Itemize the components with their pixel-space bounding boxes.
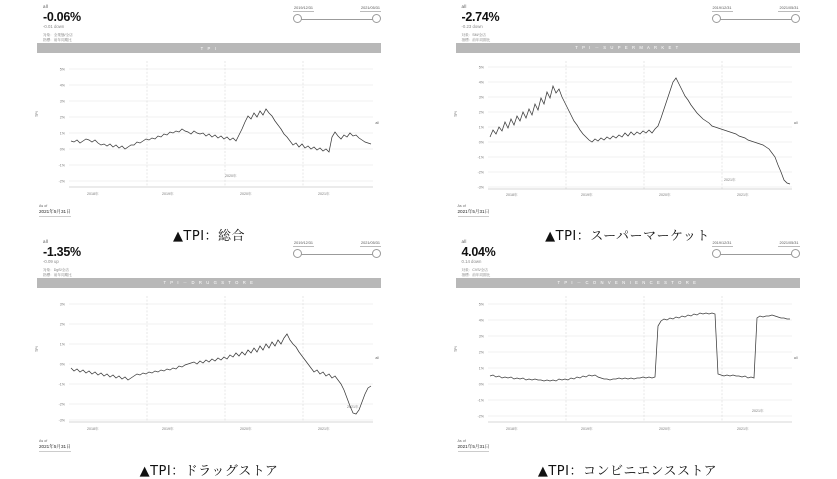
series-path (71, 334, 371, 414)
svg-text:3%: 3% (59, 99, 65, 104)
asof-block (458, 438, 490, 452)
y-gridlines (488, 67, 792, 187)
kpi-meta (43, 268, 81, 278)
chart-title-bar: T P I (37, 43, 381, 53)
kpi-block (462, 239, 496, 278)
line-chart-svg (47, 53, 381, 201)
x-gridlines (147, 296, 303, 422)
date-range-start: 2019/12/31 (712, 6, 732, 10)
svg-text:3%: 3% (478, 95, 484, 100)
svg-text:1%: 1% (478, 125, 484, 130)
slider-handle-start[interactable] (293, 14, 302, 23)
kpi-delta: -0.23 down (461, 24, 483, 29)
slider-handle-start[interactable] (712, 14, 721, 23)
asof-label: As of (457, 204, 466, 208)
date-range-end: 2021/05/31 (779, 241, 799, 245)
y-gridlines (69, 304, 373, 420)
svg-text:1%: 1% (59, 131, 65, 136)
slider-handle-start[interactable] (293, 249, 302, 258)
date-range-labels (293, 6, 381, 12)
svg-text:2019年: 2019年 (162, 192, 174, 196)
date-range-end: 2021/05/31 (779, 6, 799, 10)
date-range-slider[interactable] (712, 6, 800, 24)
tpi-panel-sogo (37, 4, 381, 223)
svg-text:3%: 3% (59, 302, 65, 307)
panel-header (37, 239, 381, 277)
asof-date: 2021年5月31日 (458, 444, 490, 452)
slider-track[interactable] (712, 14, 800, 24)
svg-text:4%: 4% (478, 80, 484, 85)
svg-text:2021年: 2021年 (736, 427, 749, 431)
asof-block (39, 203, 71, 217)
kpi-meta-line2: 指標：前年同期比 (43, 38, 72, 42)
svg-text:2019年: 2019年 (580, 427, 593, 431)
kpi-value: -1.35% (43, 245, 81, 259)
date-range-labels (712, 241, 800, 247)
slider-track[interactable] (293, 249, 381, 259)
slider-track[interactable] (712, 249, 800, 259)
slider-handle-end[interactable] (791, 14, 800, 23)
line-chart-svg (466, 53, 800, 201)
svg-text:2%: 2% (59, 115, 65, 120)
kpi-meta-line2: 指標：前年同期比 (43, 273, 72, 277)
panel-cell-drugstore (0, 235, 418, 479)
panel-header (456, 239, 800, 277)
chart-title-bar: T P I － S U P E R M A R K E T (456, 43, 800, 53)
panel-caption-sogo: ▲TPI：総合 (172, 229, 246, 244)
svg-text:-2%: -2% (477, 414, 484, 419)
svg-text:1%: 1% (59, 342, 65, 347)
svg-text:2021年: 2021年 (736, 193, 749, 197)
x-tick-labels (87, 191, 330, 196)
slider-line (717, 254, 795, 255)
svg-text:-2%: -2% (477, 170, 484, 175)
y-axis-label: TPI (35, 111, 39, 117)
slider-line (298, 254, 376, 255)
y-tick-labels (477, 303, 484, 419)
svg-text:-1%: -1% (477, 398, 484, 403)
svg-text:2019年: 2019年 (580, 193, 593, 197)
kpi-delta: -0.09 up (43, 259, 59, 264)
svg-text:1%: 1% (478, 366, 484, 371)
svg-text:2020年: 2020年 (658, 193, 671, 197)
asof-label: As of (39, 439, 48, 443)
kpi-scope-label: all (43, 239, 49, 244)
svg-text:-2%: -2% (58, 402, 65, 407)
kpi-value: -0.06% (43, 10, 81, 24)
asof-block (39, 438, 71, 452)
svg-text:2021年: 2021年 (318, 192, 330, 196)
kpi-block (43, 4, 81, 43)
svg-text:3%: 3% (478, 334, 484, 339)
slider-handle-start[interactable] (712, 249, 721, 258)
svg-text:-3%: -3% (477, 185, 484, 190)
tpi-panel-convenience (453, 239, 800, 458)
svg-text:2%: 2% (59, 322, 65, 327)
y-axis-label: TPI (453, 111, 458, 117)
slider-handle-end[interactable] (372, 249, 381, 258)
svg-text:-3%: -3% (58, 418, 65, 423)
series-end-label: all (375, 356, 379, 360)
svg-text:2018年: 2018年 (505, 427, 518, 431)
kpi-scope-label: all (461, 239, 467, 244)
y-tick-labels (59, 68, 66, 184)
svg-text:4%: 4% (59, 83, 65, 88)
chart-title-bar: T P I － D R U G S T O R E (37, 278, 381, 288)
slider-line (298, 19, 376, 20)
y-tick-labels (59, 303, 66, 423)
kpi-value: 4.04% (461, 245, 496, 259)
date-range-labels (293, 241, 381, 247)
chart-title-bar: T P I － C O N V E N I E N C E S T O R E (456, 278, 800, 288)
svg-text:2018年: 2018年 (505, 193, 518, 197)
svg-text:2%: 2% (478, 350, 484, 355)
panel-caption-convenience: ▲TPI：コンビニエンスストア (537, 464, 718, 479)
date-range-end: 2021/05/31 (360, 241, 380, 245)
kpi-block (462, 4, 500, 43)
kpi-value: -2.74% (461, 10, 500, 24)
y-gridlines (69, 69, 373, 181)
svg-text:4%: 4% (478, 318, 484, 323)
line-chart-svg (47, 288, 381, 436)
panel-caption-supermarket: ▲TPI：スーパーマーケット (545, 229, 710, 244)
kpi-meta-line2: 指標：前年同期比 (461, 273, 491, 277)
x-gridlines (566, 296, 722, 422)
chart-annotation: 2021年 (347, 405, 359, 409)
chart-footer (37, 201, 381, 223)
svg-text:-2%: -2% (58, 179, 65, 184)
series-path (490, 313, 790, 381)
kpi-meta-line2: 指標：前年同期比 (461, 38, 491, 42)
chart-annotation: 2021年 (723, 178, 736, 182)
kpi-block (43, 239, 81, 278)
asof-date: 2021年5月31日 (458, 209, 490, 217)
svg-text:5%: 5% (478, 65, 484, 70)
svg-text:2020年: 2020年 (240, 192, 252, 196)
tpi-panel-drugstore (37, 239, 381, 458)
series-path (71, 109, 371, 152)
svg-text:2%: 2% (478, 110, 484, 115)
svg-text:0%: 0% (59, 147, 65, 152)
slider-track[interactable] (293, 14, 381, 24)
chart-plot-area (453, 288, 800, 436)
date-range-slider[interactable] (293, 6, 381, 24)
chart-annotation: 2021年 (751, 409, 764, 413)
date-range-start: 2019/12/31 (294, 6, 314, 10)
kpi-meta-line1: 対象：CVS/全店 (461, 268, 488, 272)
svg-text:5%: 5% (59, 67, 65, 72)
svg-text:2019年: 2019年 (162, 427, 174, 431)
date-range-start: 2019/12/31 (294, 241, 314, 245)
asof-date: 2021年5月31日 (39, 209, 71, 217)
slider-handle-end[interactable] (791, 249, 800, 258)
x-tick-labels (506, 192, 749, 197)
svg-text:2021年: 2021年 (318, 427, 330, 431)
svg-text:2020年: 2020年 (658, 427, 671, 431)
asof-label: As of (39, 204, 48, 208)
svg-text:2020年: 2020年 (240, 427, 252, 431)
svg-text:5%: 5% (478, 302, 484, 307)
kpi-meta (462, 268, 496, 278)
kpi-meta (43, 33, 81, 43)
asof-date: 2021年5月31日 (39, 444, 71, 452)
asof-label: As of (457, 439, 466, 443)
y-gridlines (488, 304, 792, 416)
panel-caption-drugstore: ▲TPI：ドラッグストア (139, 464, 279, 479)
panel-header (37, 4, 381, 42)
slider-line (717, 19, 795, 20)
slider-handle-end[interactable] (372, 14, 381, 23)
y-axis-label: TPI (453, 346, 458, 352)
x-tick-labels (506, 426, 749, 431)
x-gridlines (147, 61, 303, 187)
date-range-slider[interactable] (712, 241, 800, 259)
kpi-meta-line1: 対象：全業態/全店 (43, 33, 73, 37)
date-range-end: 2021/05/31 (360, 6, 380, 10)
kpi-delta: -0.01 down (43, 24, 65, 29)
x-tick-labels (87, 426, 330, 431)
chart-footer (456, 201, 800, 223)
series-end-label: all (793, 121, 798, 125)
y-axis-label: TPI (35, 346, 39, 352)
chart-annotation: 2020年 (225, 174, 237, 178)
panel-cell-convenience (418, 235, 837, 479)
kpi-meta (462, 33, 500, 43)
chart-footer (37, 436, 381, 458)
line-chart-svg (466, 288, 800, 436)
kpi-scope-label: all (43, 4, 49, 9)
asof-block (458, 203, 490, 217)
svg-text:2018年: 2018年 (87, 427, 99, 431)
date-range-labels (712, 6, 800, 12)
svg-text:-1%: -1% (477, 155, 484, 160)
svg-text:0%: 0% (478, 382, 484, 387)
svg-text:2018年: 2018年 (87, 192, 99, 196)
chart-footer (456, 436, 800, 458)
kpi-delta: 0.14 down (461, 259, 482, 264)
panel-cell-sogo (0, 0, 418, 244)
svg-text:0%: 0% (478, 140, 484, 145)
series-end-label: all (793, 356, 798, 360)
series-end-label: all (375, 121, 379, 125)
chart-plot-area (37, 53, 381, 201)
panel-header (456, 4, 800, 42)
svg-text:-1%: -1% (58, 382, 65, 387)
kpi-meta-line1: 対象：SM/全店 (461, 33, 486, 37)
x-gridlines (566, 61, 722, 189)
kpi-scope-label: all (461, 4, 467, 9)
y-tick-labels (477, 66, 484, 190)
series-path (490, 78, 790, 184)
kpi-meta-line1: 対象：DgS/全店 (43, 268, 69, 272)
svg-text:0%: 0% (59, 362, 65, 367)
chart-plot-area (37, 288, 381, 436)
chart-plot-area (453, 53, 800, 201)
date-range-slider[interactable] (293, 241, 381, 259)
tpi-panel-supermarket (453, 4, 800, 223)
panel-cell-supermarket (418, 0, 837, 244)
svg-text:-1%: -1% (58, 163, 65, 168)
date-range-start: 2019/12/31 (712, 241, 732, 245)
